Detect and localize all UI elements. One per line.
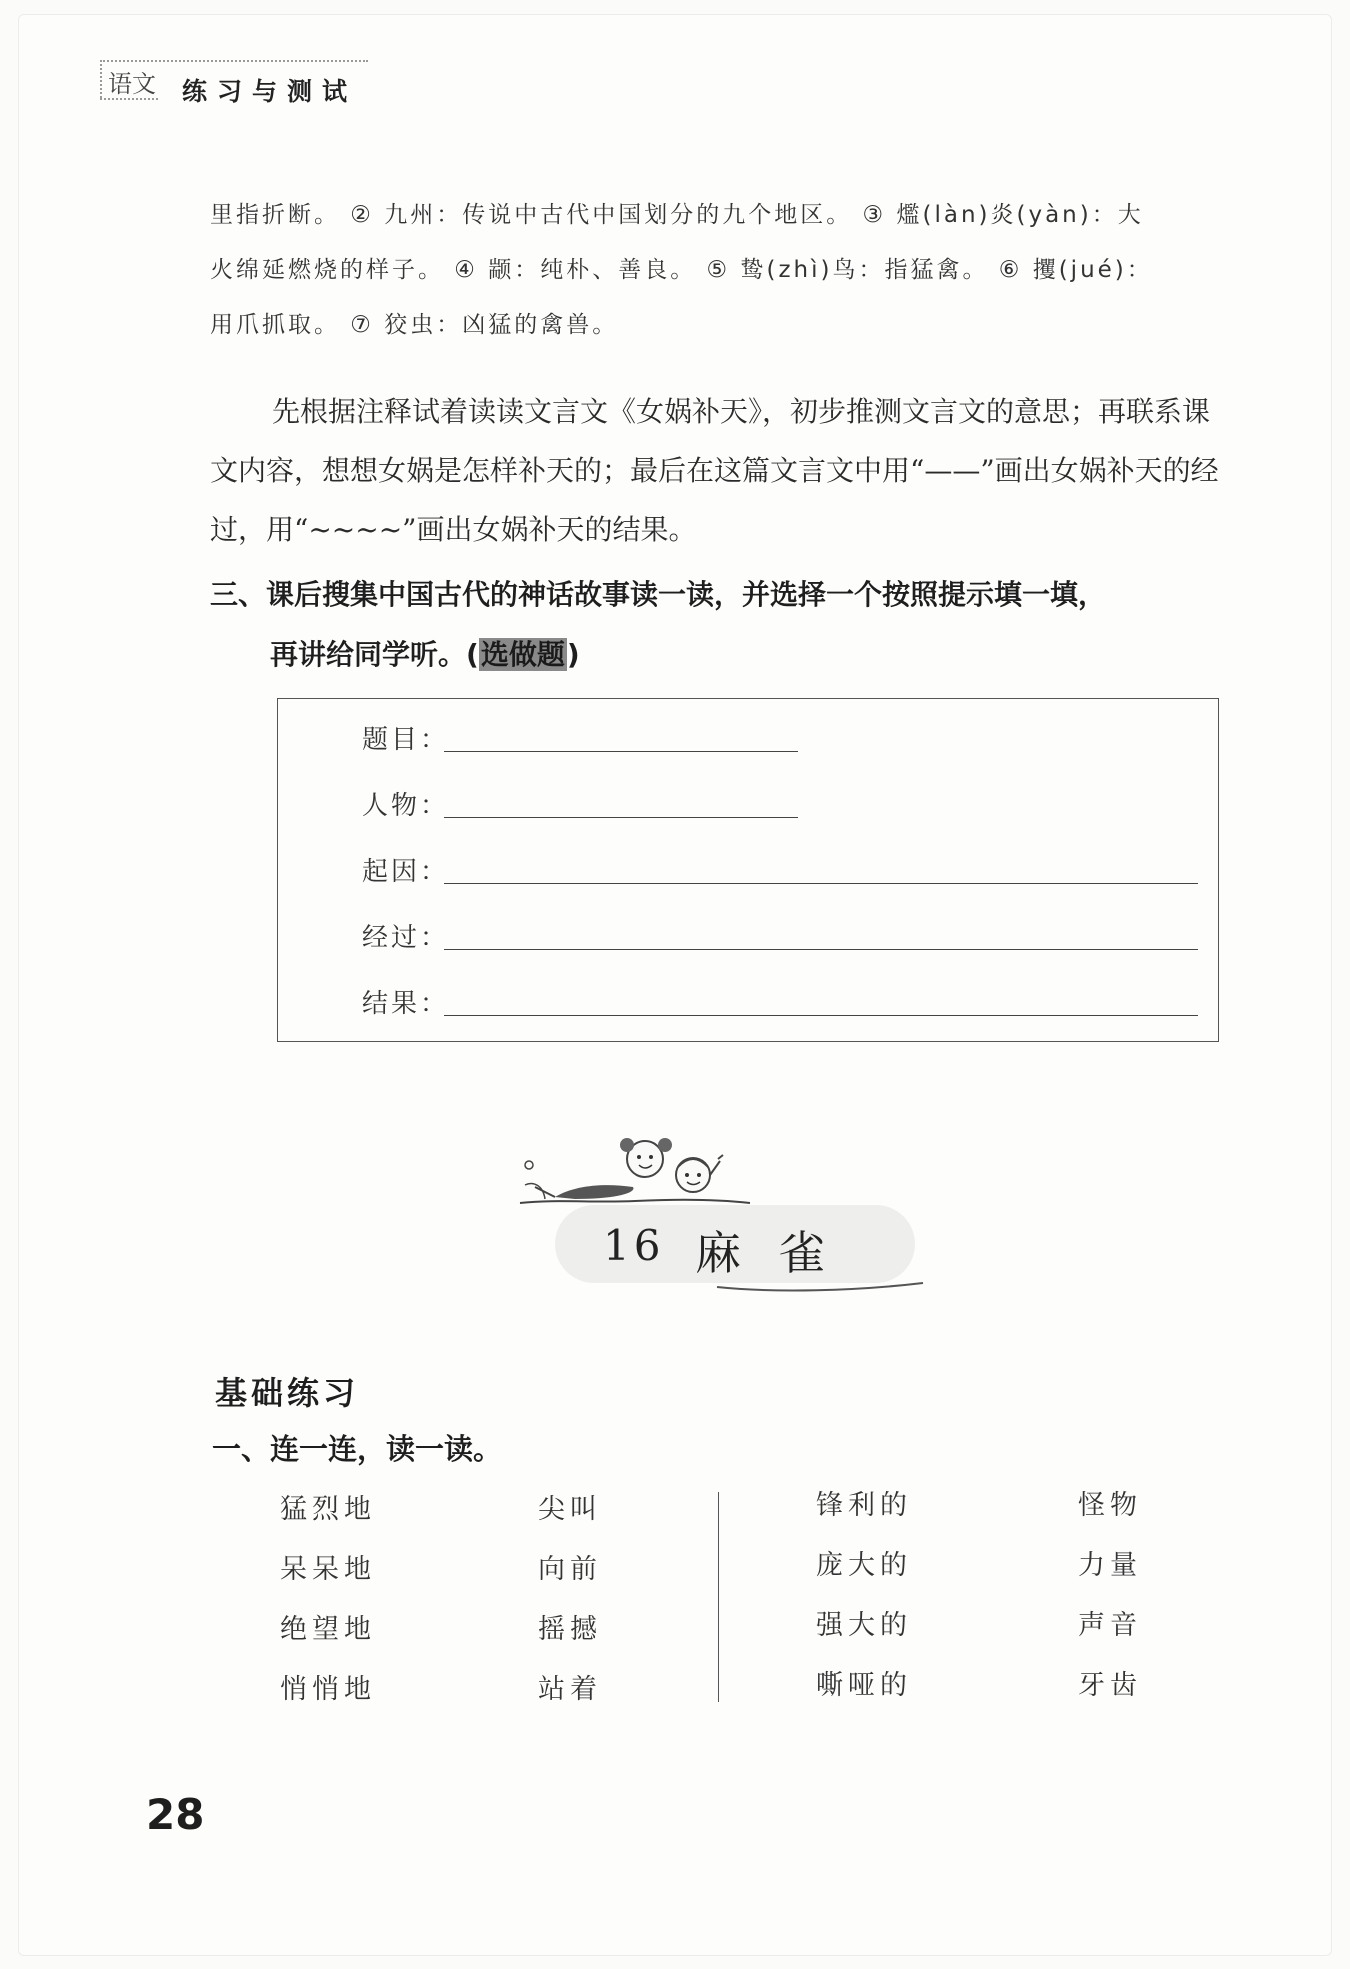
reading-instruction <box>210 382 1220 559</box>
form-row-result <box>362 983 449 1020</box>
match-column-adjectives <box>816 1476 912 1716</box>
form-row-cause <box>362 851 449 888</box>
optional-tag: 选做题 <box>480 638 565 671</box>
match-item[interactable]: 呆呆地 <box>280 1554 376 1585</box>
cause-answer-line[interactable] <box>444 883 1198 884</box>
page-number: 28 <box>146 1790 205 1839</box>
character-answer-line[interactable] <box>444 817 798 818</box>
match-item[interactable]: 摇撼 <box>538 1614 602 1645</box>
annotation-notes <box>210 188 1220 353</box>
form-row-process <box>362 917 449 954</box>
lesson-banner <box>515 1125 925 1295</box>
note-line: 里指折断。 ② 九州：传说中古代中国划分的九个地区。 ③ 爁(làn)炎(yàn)：大 <box>210 202 1144 228</box>
header-dotted-edge <box>100 64 102 98</box>
match-item[interactable]: 向前 <box>538 1554 602 1585</box>
header-book-title: 练习与测试 <box>182 77 358 106</box>
form-label-process: 经过： <box>362 923 450 953</box>
match-item[interactable]: 站着 <box>538 1674 602 1705</box>
form-label-title: 题目： <box>362 725 450 755</box>
match-column-adverbs <box>280 1480 376 1720</box>
note-line: 火绵延燃烧的样子。 ④ 颛：纯朴、善良。 ⑤ 鸷(zhì)鸟：指猛禽。 ⑥ 攫(jué)： <box>210 257 1153 283</box>
match-item[interactable]: 嘶哑的 <box>816 1670 912 1701</box>
form-label-character: 人物： <box>362 791 450 821</box>
match-item[interactable]: 尖叫 <box>538 1494 602 1525</box>
question-three-text: 再讲给同学听。( <box>270 638 479 671</box>
form-row-title <box>362 719 449 756</box>
section-heading: 基础练习 <box>215 1374 360 1412</box>
question-one-prompt: 一、连一连，读一读。 <box>212 1432 503 1466</box>
form-label-result: 结果： <box>362 989 450 1019</box>
form-row-character <box>362 785 449 822</box>
match-item[interactable]: 绝望地 <box>280 1614 376 1645</box>
match-column-verbs <box>538 1480 602 1720</box>
running-header <box>100 60 370 108</box>
match-item[interactable]: 猛烈地 <box>280 1494 376 1525</box>
match-item[interactable]: 锋利的 <box>816 1490 912 1521</box>
question-three-line2 <box>210 625 1230 685</box>
match-item[interactable]: 声音 <box>1078 1610 1142 1641</box>
column-divider <box>718 1492 719 1702</box>
title-underline-swoosh <box>715 1275 925 1295</box>
story-form-box <box>277 698 1219 1042</box>
result-answer-line[interactable] <box>444 1015 1198 1016</box>
match-item[interactable]: 牙齿 <box>1078 1670 1142 1701</box>
match-column-nouns <box>1078 1476 1142 1716</box>
header-dotted-rule <box>100 60 368 62</box>
match-item[interactable]: 庞大的 <box>816 1550 912 1581</box>
match-item[interactable]: 强大的 <box>816 1610 912 1641</box>
title-answer-line[interactable] <box>444 751 798 752</box>
header-subject: 语文 <box>108 70 156 98</box>
question-three-close: ) <box>566 638 580 671</box>
match-item[interactable]: 悄悄地 <box>280 1674 376 1705</box>
note-line: 用爪抓取。 ⑦ 狡虫：凶猛的禽兽。 <box>210 312 619 338</box>
children-illustration <box>515 1125 755 1225</box>
lesson-title: 麻雀 <box>695 1226 863 1280</box>
lesson-number: 16 <box>603 1221 665 1270</box>
match-item[interactable]: 力量 <box>1078 1550 1142 1581</box>
instruction-text: 先根据注释试着读读文言文《女娲补天》，初步推测文言文的意思；再联系课文内容，想想女娲是怎样补天的；最后在这篇文言文中用“——”画出女娲补天的经过，用“~~~~”画出女娲补天的结果。 <box>210 395 1219 546</box>
process-answer-line[interactable] <box>444 949 1198 950</box>
form-label-cause: 起因： <box>362 857 450 887</box>
question-three <box>210 565 1230 685</box>
match-item[interactable]: 怪物 <box>1078 1490 1142 1521</box>
question-three-line1: 三、课后搜集中国古代的神话故事读一读，并选择一个按照提示填一填， <box>210 578 1107 611</box>
